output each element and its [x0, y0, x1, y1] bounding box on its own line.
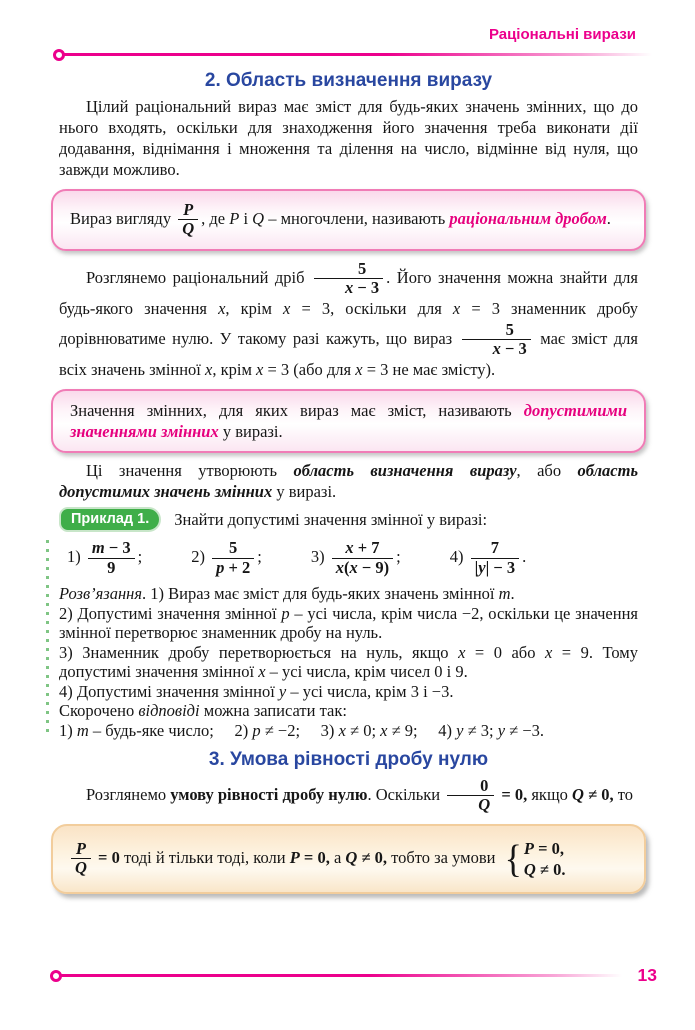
expression-2: 2) $\frac{5}{p + 2}$ ;	[191, 538, 262, 577]
solution-line-3: 3) Знаменник дробу перетворюється на нуль, якщо x = 0 або x = 9. Тому допустимі значення змінної x – усі числа, крім чисел 0 і 9.	[59, 642, 638, 682]
formula-box-zero-condition	[51, 824, 646, 894]
rule-line	[63, 53, 652, 56]
solution-line-5: Скорочено відповіді можна записати так:	[59, 701, 347, 721]
solution-line-1: Розв’язання. 1) Вираз має зміст для будь-яких значень змінної m.	[59, 584, 515, 604]
formula-box-content: $\frac{P}{Q}$ = 0 тоді й тільки тоді, коли P = 0, а Q ≠ 0, тобто за умови { P = 0, Q ≠ 0.	[68, 838, 565, 881]
solution-line-6: 1) m – будь-яке число; 2) p ≠ −2; 3) x ≠ 0; x ≠ 9; 4) y ≠ 3; y ≠ −3.	[59, 720, 545, 740]
section-3-title: 3. Умова рівності дробу нулю	[208, 749, 489, 770]
top-rule	[53, 48, 652, 61]
footer-rule-line	[60, 974, 622, 977]
example-badge: Приклад 1.	[59, 507, 161, 532]
intro-paragraph: Цілий раціональний вираз має зміст для будь-яких значень змінних, що до нього входять, оскільки для знаходження його значення треба виконати дії додавання, віднімання і множення та ділення на число, відмінне від нуля, що завжди можливо.	[59, 97, 638, 179]
example-expressions-row	[67, 538, 638, 578]
page-footer	[50, 965, 657, 986]
example-solution	[59, 584, 638, 740]
example-1-body	[59, 538, 638, 740]
definition-box-rational-fraction: Вираз вигляду $\frac{P}{Q}$ , де P і Q – многочлени, називають раціональним дробом.	[51, 189, 646, 251]
definition-box-allowed-values: Значення змінних, для яких вираз має зміст, називають допустимими значеннями змінних у виразі.	[51, 389, 646, 454]
solution-line-2: 2) Допустимі значення змінної p – усі числа, крім числа −2, оскільки це значення змінної перетворює знаменник дробу на нуль.	[59, 603, 639, 643]
expression-4: 4) $\frac{7}{|y| - 3}$ .	[449, 538, 527, 577]
chapter-header: Раціональні вирази	[488, 26, 636, 43]
page-number: 13	[637, 965, 657, 985]
section-2-title: 2. Область визначення виразу	[204, 70, 493, 91]
domain-paragraph: Ці значення утворюють область визначення виразу, або область допустимих значень змінних у виразі.	[59, 461, 639, 502]
example-1-block	[59, 507, 638, 740]
expression-3: 3) $\frac{x + 7}{x(x - 9)}$ ;	[310, 538, 401, 577]
example-task: Знайти допустимі значення змінної у виразі:	[174, 509, 488, 529]
example-dotted-line	[46, 540, 49, 738]
example-1-header	[59, 507, 638, 532]
fraction-discussion-paragraph: Розглянемо раціональний дріб $\frac{5}{x - 3}$ . Його значення можна знайти для будь-якого значення x, крім x = 3, оскільки для x = 3 знаменник дробу дорівнюватиме нулю. У такому разі кажуть, що вираз $\frac{5}{x - 3}$ має зміст для всіх значень змінної x, крім x = 3 (або для x = 3 не має змісту).	[59, 258, 639, 379]
expression-1: 1) $\frac{m - 3}{9}$ ;	[67, 538, 143, 577]
zero-condition-paragraph: Розглянемо умову рівності дробу нулю. Оскільки $\frac{0}{Q}$ = 0, якщо Q ≠ 0, то	[86, 776, 634, 815]
solution-line-4: 4) Допустимі значення змінної y – усі числа, крім 3 і −3.	[59, 681, 454, 701]
